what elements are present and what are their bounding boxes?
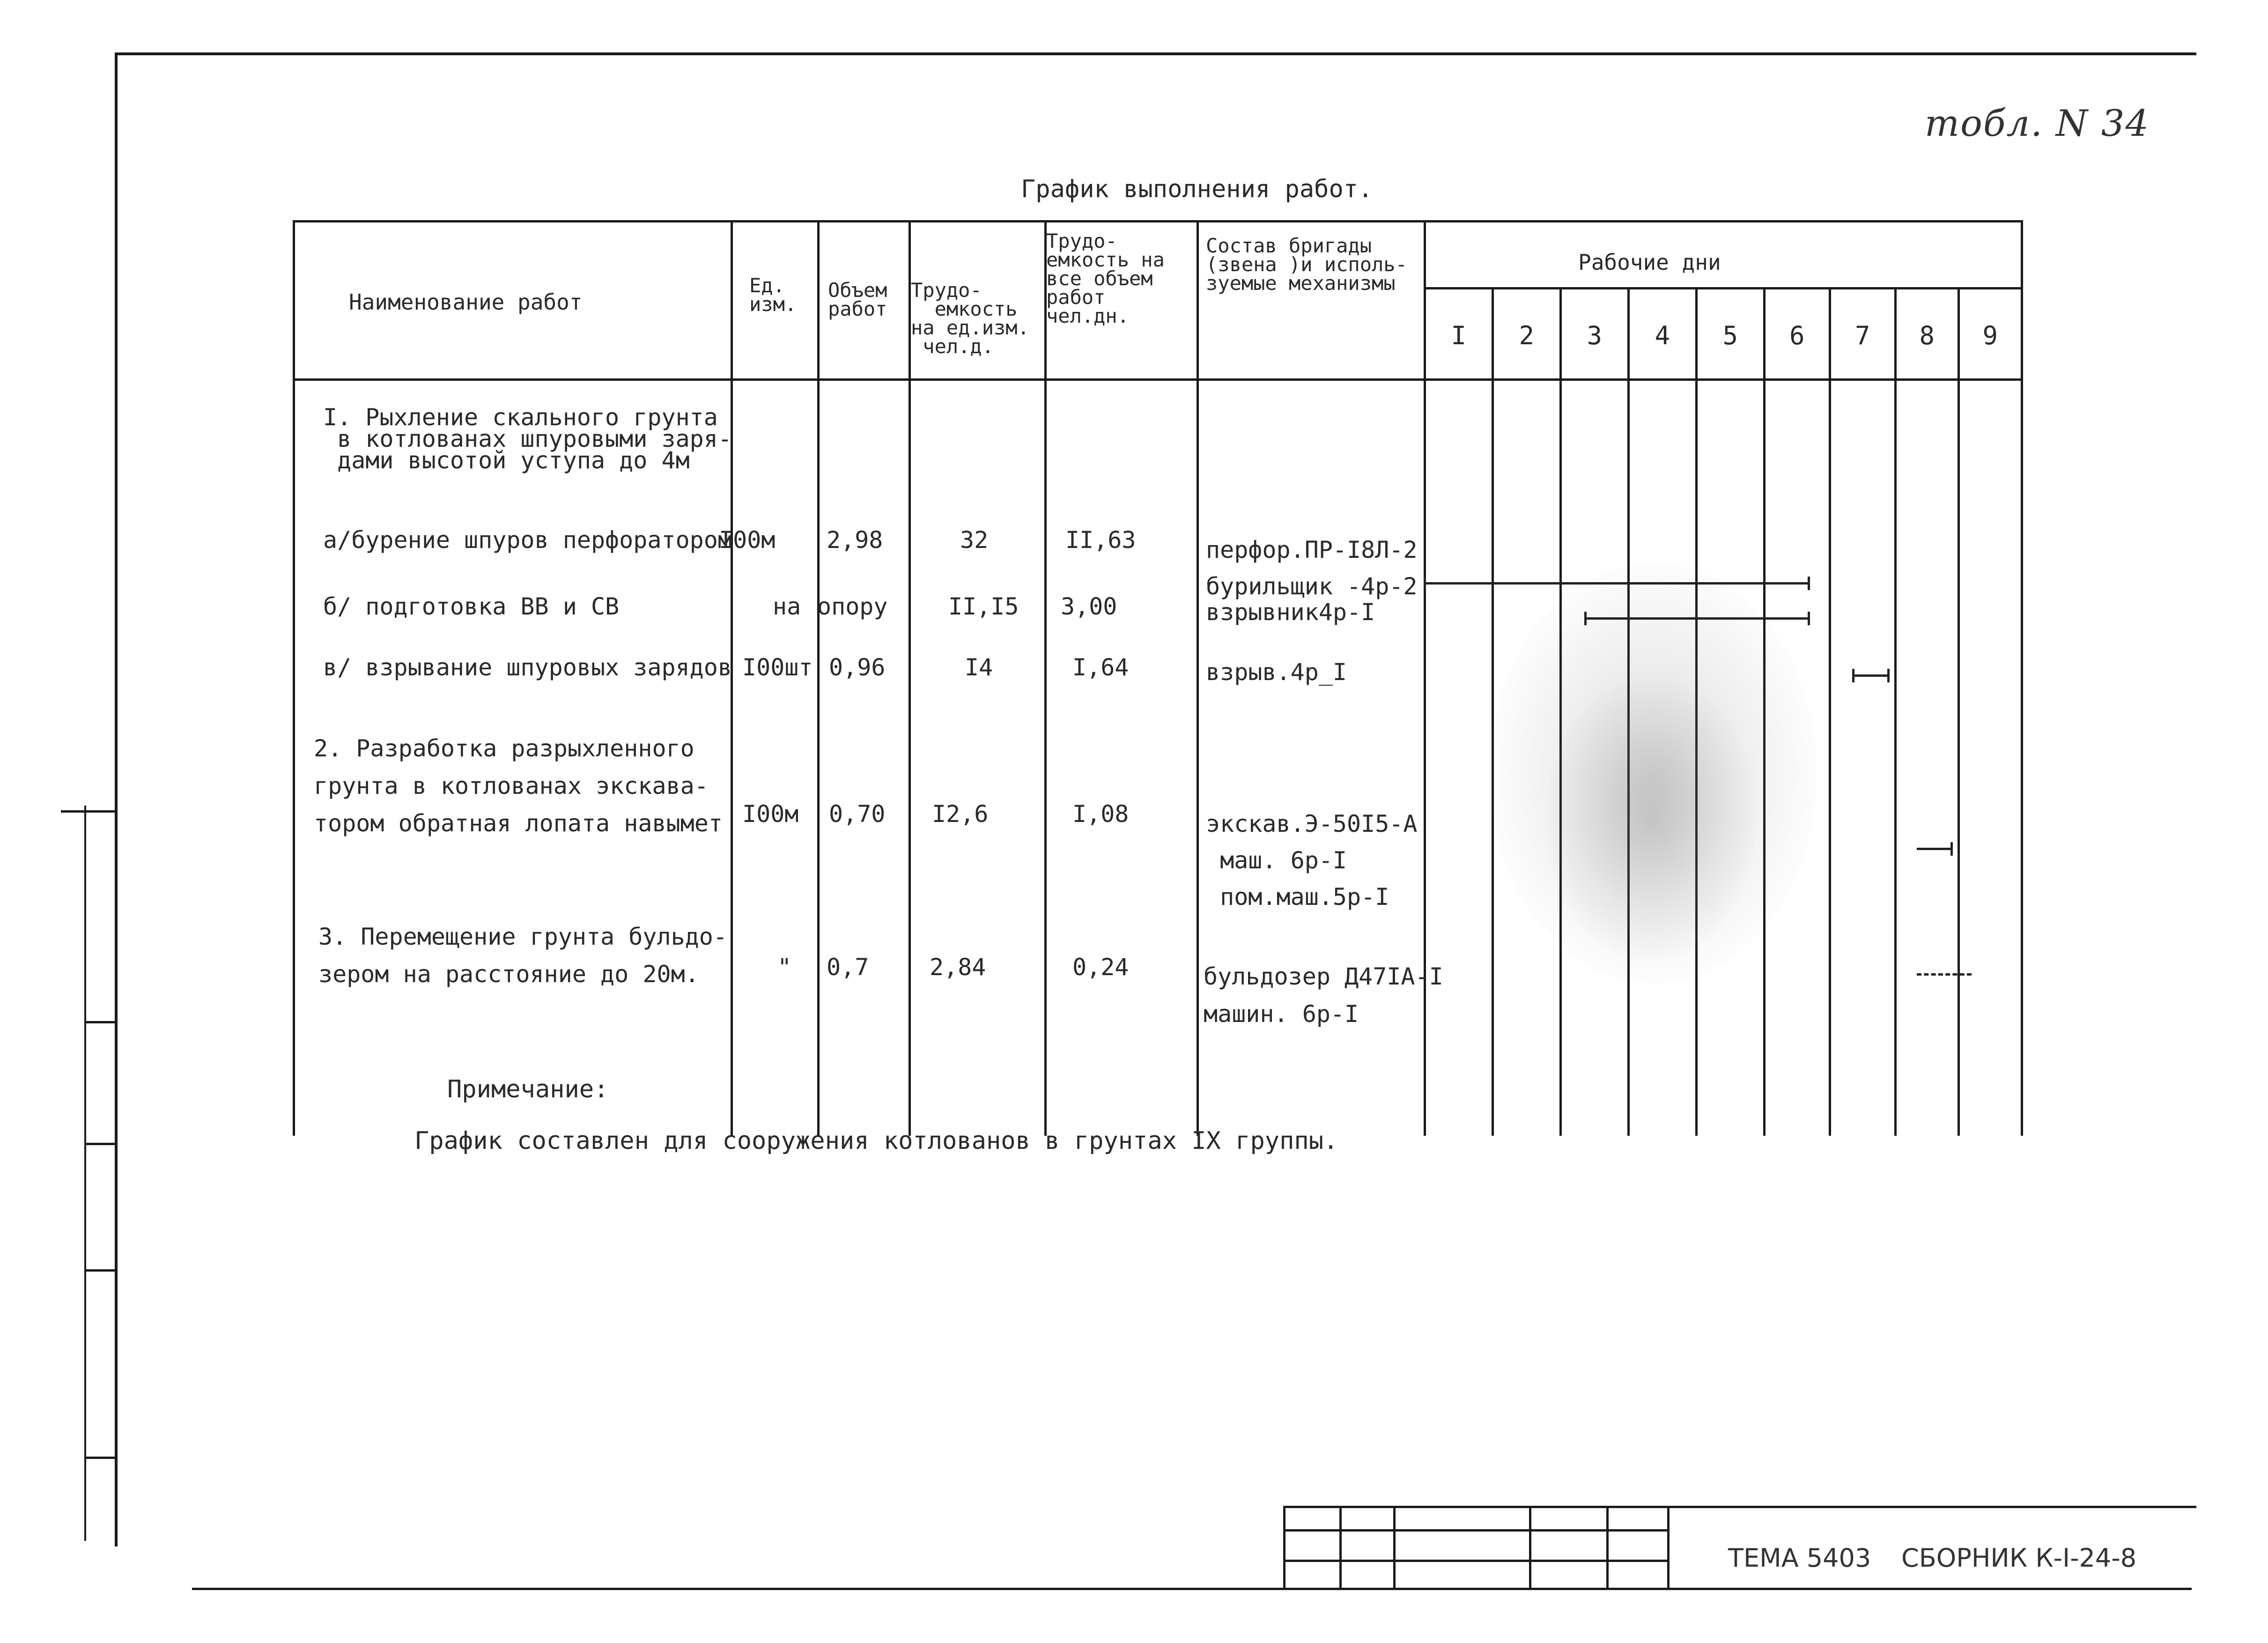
row-1b-name: б/ подготовка ВВ и СВ: [323, 593, 620, 620]
gantt-bar-end-cap: [1808, 577, 1810, 590]
day-col-border: [1492, 287, 1494, 1136]
row-1c-unit: I00шт: [742, 654, 813, 681]
row-1a-volume: 2,98: [827, 526, 883, 554]
title-block-line: [1393, 1506, 1396, 1590]
gantt-bar-end-cap: [1887, 669, 1890, 682]
row-2-labor-unit: I2,6: [932, 800, 989, 828]
row-1a-name: а/бурение шпуров перфоратором: [323, 526, 732, 554]
row-1c-name: в/ взрывание шпуровых зарядов: [323, 654, 732, 681]
title-block-line: [1283, 1506, 2196, 1508]
day-header-3: 3: [1587, 321, 1603, 350]
row-1b-labor-total: 3,00: [1061, 593, 1117, 620]
col-border: [1044, 220, 1047, 1136]
gantt-bar-end-cap: [1808, 612, 1810, 625]
row-1a-unit: I00м: [719, 526, 776, 554]
row-3-name: 3. Перемещение грунта бульдо- зером на расстояние до 20м.: [318, 923, 727, 988]
header-unit: Ед. изм.: [749, 274, 797, 316]
col-border: [293, 220, 295, 1136]
row-1-name: I. Рыхление скального грунта в котлованах шпуровыми заря- дами высотой уступа до 4м: [323, 404, 732, 474]
row-2-crew: экскав.Э-50I5-А маш. 6р-I пом.маш.5р-I: [1206, 810, 1418, 910]
row-3-labor-total: 0,24: [1072, 954, 1129, 981]
header-workdays: Рабочие дни: [1578, 250, 1721, 275]
gantt-bar: [1424, 582, 1810, 585]
binding-tick: [84, 1021, 117, 1023]
day-col-border: [1829, 287, 1831, 1136]
row-1c-labor-total: I,64: [1072, 654, 1129, 681]
frame-bottom-line: [192, 1588, 2192, 1590]
row-1c-labor-unit: I4: [965, 654, 993, 681]
day-header-1: I: [1451, 321, 1467, 350]
row-1b-volume: опору: [817, 593, 888, 620]
day-header-7: 7: [1855, 321, 1870, 350]
day-header-9: 9: [1982, 321, 1998, 350]
header-name: Наименование работ: [349, 289, 583, 315]
day-header-5: 5: [1722, 321, 1738, 350]
gantt-bar-start-cap: [1584, 612, 1587, 625]
day-header-8: 8: [1919, 321, 1935, 350]
binding-tick: [84, 1269, 117, 1272]
title-block-line: [1667, 1506, 1670, 1590]
gantt-bar: [1917, 848, 1953, 850]
title-block-line: [1283, 1506, 1285, 1590]
row-3-crew: бульдозер Д47IА-I машин. 6р-I: [1204, 963, 1443, 1028]
row-2-unit: I00м: [742, 800, 799, 828]
binding-tick: [84, 1457, 117, 1459]
binding-tick: [84, 1143, 117, 1145]
row-1a-labor-unit: 32: [960, 526, 989, 554]
binding-tick: [61, 810, 117, 813]
header-bottom-border: [293, 378, 2021, 381]
day-header-2: 2: [1519, 321, 1535, 350]
row-3-unit: ": [777, 954, 792, 981]
gantt-bar-start-cap: [1424, 577, 1426, 590]
day-col-border: [1958, 287, 1960, 1136]
footer-collection: СБОРНИК К-I-24-8: [1901, 1543, 2137, 1573]
note-title: Примечание:: [447, 1075, 609, 1103]
gantt-bar-dashed: [1917, 973, 1972, 976]
row-3-labor-unit: 2,84: [930, 954, 986, 981]
row-1a-crew: перфор.ПР-I8Л-2 бурильщик -4р-2: [1206, 536, 1418, 600]
day-header-4: 4: [1655, 321, 1670, 350]
scan-noise: [1545, 679, 1756, 960]
day-col-border: [1894, 287, 1897, 1136]
row-1a-labor-total: II,63: [1065, 526, 1136, 554]
row-2-labor-total: I,08: [1072, 800, 1129, 828]
row-2-name: 2. Разработка разрыхленного грунта в котлованах экскава- тором обратная лопата навымет: [314, 735, 723, 837]
row-1b-labor-unit: II,I5: [948, 593, 1019, 620]
row-1b-crew: взрывник4р-I: [1206, 599, 1375, 626]
header-crew: Состав бригады (звена )и исполь- зуемые механизмы: [1206, 234, 1407, 295]
col-border: [2021, 220, 2023, 1136]
row-1b-unit: на: [773, 593, 801, 620]
frame-top-line: [115, 52, 2196, 55]
gantt-bar: [1852, 674, 1890, 677]
row-1c-crew: взрыв.4р_I: [1206, 659, 1347, 686]
binding-strip-line: [84, 806, 86, 1541]
col-border: [817, 220, 820, 1136]
row-3-volume: 0,7: [827, 954, 869, 981]
gantt-bar: [1584, 617, 1810, 620]
title-block-line: [1606, 1506, 1609, 1590]
title-block-line: [1339, 1506, 1342, 1590]
note-text: График составлен для сооружения котлованов в грунтах IX группы.: [414, 1127, 1338, 1155]
gantt-bar-end-cap: [1950, 842, 1953, 856]
days-subheader-line: [1424, 287, 2021, 289]
gantt-bar-start-cap: [1852, 669, 1854, 682]
header-labor-unit: Трудо- емкость на ед.изм. чел.д.: [911, 279, 1029, 358]
table-top-border: [293, 220, 2021, 222]
row-2-volume: 0,70: [829, 800, 886, 828]
header-volume: Объем работ: [828, 279, 887, 320]
header-labor-total: Трудо- емкость на все объем работ чел.дн.: [1046, 229, 1165, 327]
title-block-line: [1529, 1506, 1531, 1590]
footer-theme-stamp: ТЕМА 5403: [1728, 1543, 1871, 1573]
day-header-6: 6: [1789, 321, 1805, 350]
table-number-stamp: тобл. N 34: [1925, 103, 2150, 145]
frame-left-line: [115, 52, 118, 1547]
row-1c-volume: 0,96: [829, 654, 886, 681]
col-border: [1197, 220, 1199, 1136]
page-title: График выполнения работ.: [1021, 175, 1373, 203]
